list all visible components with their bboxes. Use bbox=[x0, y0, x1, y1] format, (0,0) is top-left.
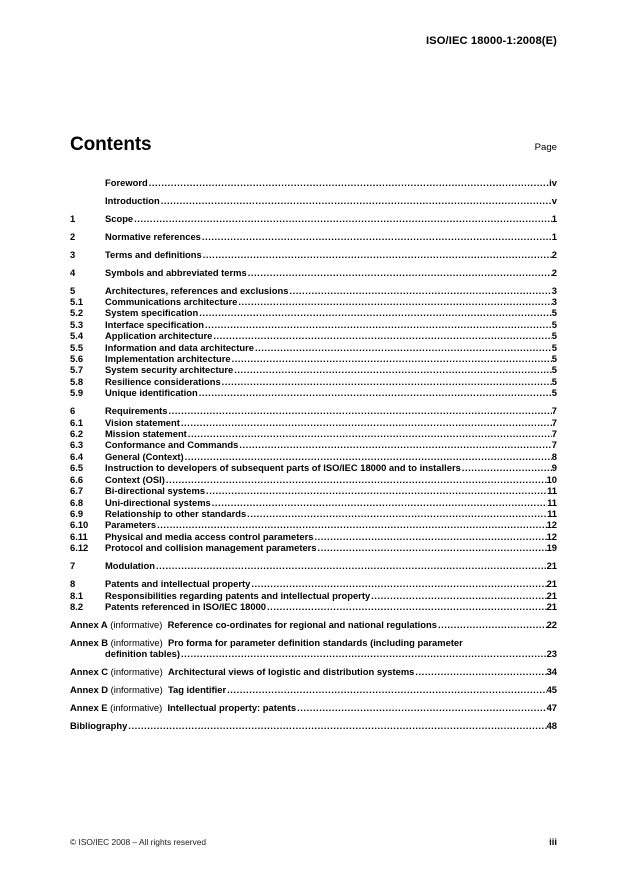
toc-entry-number: 7 bbox=[70, 560, 76, 572]
toc-entry-label: Patents referenced in ISO/IEC 18000 bbox=[105, 600, 267, 612]
toc-entry-page: 5 bbox=[551, 364, 557, 376]
toc-entry-page: 11 bbox=[547, 496, 557, 508]
toc-entry[interactable] bbox=[70, 519, 557, 530]
toc-entry-page: 12 bbox=[546, 519, 557, 531]
dot-leader bbox=[247, 508, 547, 519]
toc-annex-page: 34 bbox=[546, 666, 557, 678]
toc-entry-page: 11 bbox=[547, 485, 557, 497]
toc-entry-page: 8 bbox=[551, 450, 557, 462]
toc-annex-page: 47 bbox=[546, 702, 557, 714]
toc-entry-page: iv bbox=[549, 176, 557, 188]
toc-entry-label: Architectures, references and exclusions bbox=[105, 284, 289, 296]
toc-annex-number: Annex E bbox=[70, 702, 108, 714]
dot-leader bbox=[166, 474, 547, 485]
toc-entry-number: 8 bbox=[70, 578, 76, 590]
toc-annex-entry[interactable] bbox=[70, 684, 557, 695]
toc-bibliography-page: 48 bbox=[546, 720, 557, 732]
toc-annex-title: Architectural views of logistic and distribution systems bbox=[167, 666, 415, 678]
toc-entry[interactable] bbox=[70, 249, 557, 260]
toc-entry-number: 3 bbox=[70, 248, 76, 260]
toc-bibliography-entry[interactable] bbox=[70, 720, 557, 731]
toc-annex-number: Annex C bbox=[70, 666, 109, 678]
dot-leader bbox=[255, 342, 552, 353]
toc-entry-number: 6 bbox=[70, 405, 76, 417]
toc-entry-page: 1 bbox=[551, 230, 557, 242]
toc-entry-number: 6.11 bbox=[70, 530, 88, 542]
toc-annex-kind: (informative) bbox=[110, 666, 163, 678]
toc-entry[interactable] bbox=[70, 195, 557, 206]
dot-leader bbox=[232, 353, 552, 364]
toc-entry-label: Resilience considerations bbox=[105, 375, 221, 387]
running-header: ISO/IEC 18000-1:2008(E) bbox=[425, 35, 557, 47]
toc-annex-entry[interactable] bbox=[70, 702, 557, 713]
toc-entry-label: Patents and intellectual property bbox=[105, 578, 251, 590]
toc-entry-number: 6.2 bbox=[70, 428, 84, 440]
toc-entry-page: 5 bbox=[551, 375, 557, 387]
toc-entry[interactable] bbox=[70, 451, 557, 462]
toc-entry-label: Communications architecture bbox=[105, 296, 238, 307]
toc-entry-number: 6.5 bbox=[70, 462, 84, 474]
toc-entry-page: 2 bbox=[551, 266, 557, 278]
toc-entry-number: 6.3 bbox=[70, 439, 84, 451]
toc-entry-number: 8.2 bbox=[70, 600, 84, 612]
toc-entry-label: General (Context) bbox=[105, 450, 184, 462]
toc-entry-label: Relationship to other standards bbox=[105, 507, 247, 519]
toc-entry-label: Context (OSI) bbox=[105, 473, 165, 485]
toc-entry-page: 21 bbox=[546, 600, 557, 612]
dot-leader bbox=[251, 578, 546, 589]
toc-entry-page: 5 bbox=[551, 353, 557, 365]
toc-annex-title: Reference co-ordinates for regional and national regulations bbox=[167, 618, 437, 630]
toc-entry-page: 5 bbox=[551, 330, 557, 342]
toc-entry[interactable] bbox=[70, 474, 557, 485]
toc-entry-page: 1 bbox=[551, 212, 557, 224]
toc-entry[interactable] bbox=[70, 578, 557, 589]
toc-entry-number: 5.9 bbox=[70, 387, 84, 399]
toc-entry-label: Responsibilities regarding patents and intellectual property bbox=[105, 589, 371, 601]
toc-entry-page: v bbox=[551, 194, 557, 206]
toc-entry-page: 21 bbox=[546, 560, 557, 572]
toc-annex-line-2 bbox=[70, 648, 557, 659]
toc-entry-page: 7 bbox=[551, 428, 557, 440]
toc-entry-page: 7 bbox=[551, 439, 557, 451]
toc-entry[interactable] bbox=[70, 405, 557, 416]
toc-entry-label: Uni-directional systems bbox=[105, 496, 211, 508]
copyright-notice: © ISO/IEC 2008 – All rights reserved bbox=[70, 837, 207, 847]
page-title: Contents bbox=[70, 134, 152, 155]
dot-leader bbox=[206, 485, 547, 496]
toc-entry-number: 2 bbox=[70, 230, 76, 242]
toc-entry-page: 5 bbox=[551, 318, 557, 330]
dot-leader bbox=[289, 285, 551, 296]
toc-entry-label: Normative references bbox=[105, 230, 201, 242]
toc-annex-line-1 bbox=[70, 637, 557, 648]
toc-annex-entry[interactable] bbox=[70, 666, 557, 677]
dot-leader bbox=[227, 684, 546, 695]
toc-entry-number: 6.4 bbox=[70, 450, 84, 462]
toc-entry-label: Interface specification bbox=[105, 318, 204, 330]
toc-entry[interactable] bbox=[70, 376, 557, 387]
toc-entry[interactable] bbox=[70, 508, 557, 519]
toc-entry[interactable] bbox=[70, 417, 557, 428]
toc-entry-label: Terms and definitions bbox=[105, 248, 202, 260]
toc-annex-title: Intellectual property: patents bbox=[167, 702, 297, 714]
toc-entry-page: 5 bbox=[551, 307, 557, 319]
toc-entry[interactable] bbox=[70, 213, 557, 224]
toc-entry-number: 5.1 bbox=[70, 296, 84, 307]
toc-entry-number: 4 bbox=[70, 266, 76, 278]
toc-entry-number: 5 bbox=[70, 284, 76, 296]
dot-leader bbox=[203, 249, 552, 260]
dot-leader bbox=[318, 542, 547, 553]
dot-leader bbox=[222, 376, 552, 387]
toc-entry[interactable] bbox=[70, 267, 557, 278]
dot-leader bbox=[314, 531, 546, 542]
toc-annex-title: Pro forma for parameter definition standards (including parameter bbox=[167, 636, 463, 648]
toc-annex-number: Annex B bbox=[70, 636, 109, 648]
toc-entry-page: 5 bbox=[551, 387, 557, 399]
toc-entry-label: Scope bbox=[105, 212, 134, 224]
dot-leader bbox=[238, 296, 551, 307]
dot-leader bbox=[161, 195, 552, 206]
toc-entry[interactable] bbox=[70, 296, 557, 307]
dot-leader bbox=[134, 213, 552, 224]
toc-entry-page: 3 bbox=[551, 296, 557, 307]
toc-entry-page: 11 bbox=[547, 507, 557, 519]
dot-leader bbox=[181, 417, 552, 428]
toc-entry-number: 6.8 bbox=[70, 496, 84, 508]
page-footer bbox=[70, 836, 557, 847]
toc-annex-kind: (informative) bbox=[110, 684, 163, 696]
dot-leader bbox=[156, 560, 547, 571]
dot-leader bbox=[234, 364, 552, 375]
dot-leader bbox=[462, 462, 552, 473]
dot-leader bbox=[157, 519, 546, 530]
toc-entry[interactable] bbox=[70, 601, 557, 612]
toc-entry-page: 5 bbox=[551, 341, 557, 353]
toc-entry-label: Application architecture bbox=[105, 330, 213, 342]
toc-entry[interactable] bbox=[70, 330, 557, 341]
toc-entry[interactable] bbox=[70, 542, 557, 553]
toc-annex-kind: (informative) bbox=[110, 636, 163, 648]
toc-entry[interactable] bbox=[70, 531, 557, 542]
toc-entry[interactable] bbox=[70, 342, 557, 353]
page-folio: iii bbox=[549, 836, 557, 847]
toc-entry-label: Information and data architecture bbox=[105, 341, 254, 353]
dot-leader bbox=[202, 231, 552, 242]
toc-entry-label: Foreword bbox=[105, 176, 148, 188]
toc-entry-number: 6.7 bbox=[70, 485, 84, 497]
toc-bibliography-label: Bibliography bbox=[70, 720, 128, 732]
toc-entry-page: 7 bbox=[551, 405, 557, 417]
toc-entry[interactable] bbox=[70, 428, 557, 439]
dot-leader bbox=[185, 451, 552, 462]
toc-entry-number: 5.6 bbox=[70, 353, 84, 365]
dot-leader bbox=[212, 497, 547, 508]
toc-entry-number: 6.12 bbox=[70, 542, 89, 554]
toc-entry[interactable] bbox=[70, 364, 557, 375]
toc-annex-entry[interactable] bbox=[70, 619, 557, 630]
toc-entry-page: 7 bbox=[551, 416, 557, 428]
toc-annex-number: Annex D bbox=[70, 684, 109, 696]
toc-annex-page: 45 bbox=[546, 684, 557, 696]
toc-annex-title-continued: definition tables) bbox=[105, 648, 180, 660]
toc-annex-number: Annex A bbox=[70, 618, 108, 630]
toc-annex-entry[interactable] bbox=[70, 637, 557, 660]
toc-entry-number: 5.3 bbox=[70, 318, 84, 330]
toc-entry[interactable] bbox=[70, 319, 557, 330]
toc-entry-label: Physical and media access control parameters bbox=[105, 530, 314, 542]
toc-entry[interactable] bbox=[70, 387, 557, 398]
toc-entry-number: 5.2 bbox=[70, 307, 84, 319]
toc-entry-page: 19 bbox=[546, 542, 557, 554]
toc-entry[interactable] bbox=[70, 462, 557, 473]
dot-leader bbox=[248, 267, 552, 278]
dot-leader bbox=[181, 648, 547, 659]
toc-entry[interactable] bbox=[70, 485, 557, 496]
toc-entry-label: Symbols and abbreviated terms bbox=[105, 266, 247, 278]
table-of-contents bbox=[70, 170, 557, 732]
toc-entry-number: 5.7 bbox=[70, 364, 84, 376]
dot-leader bbox=[128, 720, 546, 731]
toc-entry-label: System security architecture bbox=[105, 364, 234, 376]
dot-leader bbox=[371, 590, 546, 601]
toc-entry[interactable] bbox=[70, 353, 557, 364]
dot-leader bbox=[205, 319, 552, 330]
dot-leader bbox=[267, 601, 547, 612]
contents-title-row bbox=[70, 134, 557, 156]
toc-entry-page: 3 bbox=[551, 284, 557, 296]
dot-leader bbox=[169, 405, 552, 416]
toc-entry-page: 21 bbox=[546, 578, 557, 590]
toc-entry-page: 9 bbox=[551, 462, 557, 474]
toc-entry-number: 5.4 bbox=[70, 330, 84, 342]
toc-entry-label: Introduction bbox=[105, 194, 160, 206]
dot-leader bbox=[199, 307, 552, 318]
toc-entry-page: 21 bbox=[546, 589, 557, 601]
toc-entry[interactable] bbox=[70, 497, 557, 508]
toc-entry-number: 5.8 bbox=[70, 375, 84, 387]
toc-entry-number: 1 bbox=[70, 212, 76, 224]
toc-entry-number: 6.1 bbox=[70, 416, 84, 428]
toc-entry-number: 8.1 bbox=[70, 589, 84, 601]
toc-entry-page: 2 bbox=[551, 248, 557, 260]
toc-entry[interactable] bbox=[70, 590, 557, 601]
toc-entry-number: 6.6 bbox=[70, 473, 84, 485]
dot-leader bbox=[149, 177, 549, 188]
page-column-header: Page bbox=[534, 142, 557, 153]
toc-entry-label: Implementation architecture bbox=[105, 353, 231, 365]
toc-entry[interactable] bbox=[70, 285, 557, 296]
toc-entry-label: Protocol and collision management parameters bbox=[105, 542, 317, 554]
toc-entry-label: Vision statement bbox=[105, 416, 180, 428]
toc-entry[interactable] bbox=[70, 560, 557, 571]
toc-annex-page: 22 bbox=[546, 618, 557, 630]
dot-leader bbox=[438, 619, 547, 630]
dot-leader bbox=[188, 428, 552, 439]
dot-leader bbox=[415, 666, 546, 677]
toc-entry-label: Parameters bbox=[105, 519, 157, 531]
toc-entry-page: 12 bbox=[546, 530, 557, 542]
dot-leader bbox=[297, 702, 546, 713]
dot-leader bbox=[239, 439, 551, 450]
dot-leader bbox=[199, 387, 552, 398]
toc-entry-number: 6.10 bbox=[70, 519, 89, 531]
dot-leader bbox=[213, 330, 551, 341]
toc-entry-label: System specification bbox=[105, 307, 199, 319]
toc-entry[interactable] bbox=[70, 439, 557, 450]
toc-entry-label: Bi-directional systems bbox=[105, 485, 206, 497]
toc-entry[interactable] bbox=[70, 307, 557, 318]
toc-annex-kind: (informative) bbox=[110, 618, 163, 630]
toc-entry[interactable] bbox=[70, 177, 557, 188]
toc-annex-title: Tag identifier bbox=[167, 684, 227, 696]
toc-entry-label: Modulation bbox=[105, 560, 155, 572]
toc-annex-kind: (informative) bbox=[110, 702, 163, 714]
toc-entry-page: 10 bbox=[546, 473, 557, 485]
toc-entry-label: Conformance and Commands bbox=[105, 439, 239, 451]
toc-entry-label: Mission statement bbox=[105, 428, 187, 440]
toc-entry-number: 6.9 bbox=[70, 507, 84, 519]
toc-annex-page: 23 bbox=[546, 648, 557, 660]
toc-entry-label: Requirements bbox=[105, 405, 168, 417]
toc-entry-label: Instruction to developers of subsequent parts of ISO/IEC 18000 and to installers bbox=[105, 462, 461, 474]
toc-entry-number: 5.5 bbox=[70, 341, 84, 353]
toc-entry-label: Unique identification bbox=[105, 387, 198, 399]
toc-entry[interactable] bbox=[70, 231, 557, 242]
